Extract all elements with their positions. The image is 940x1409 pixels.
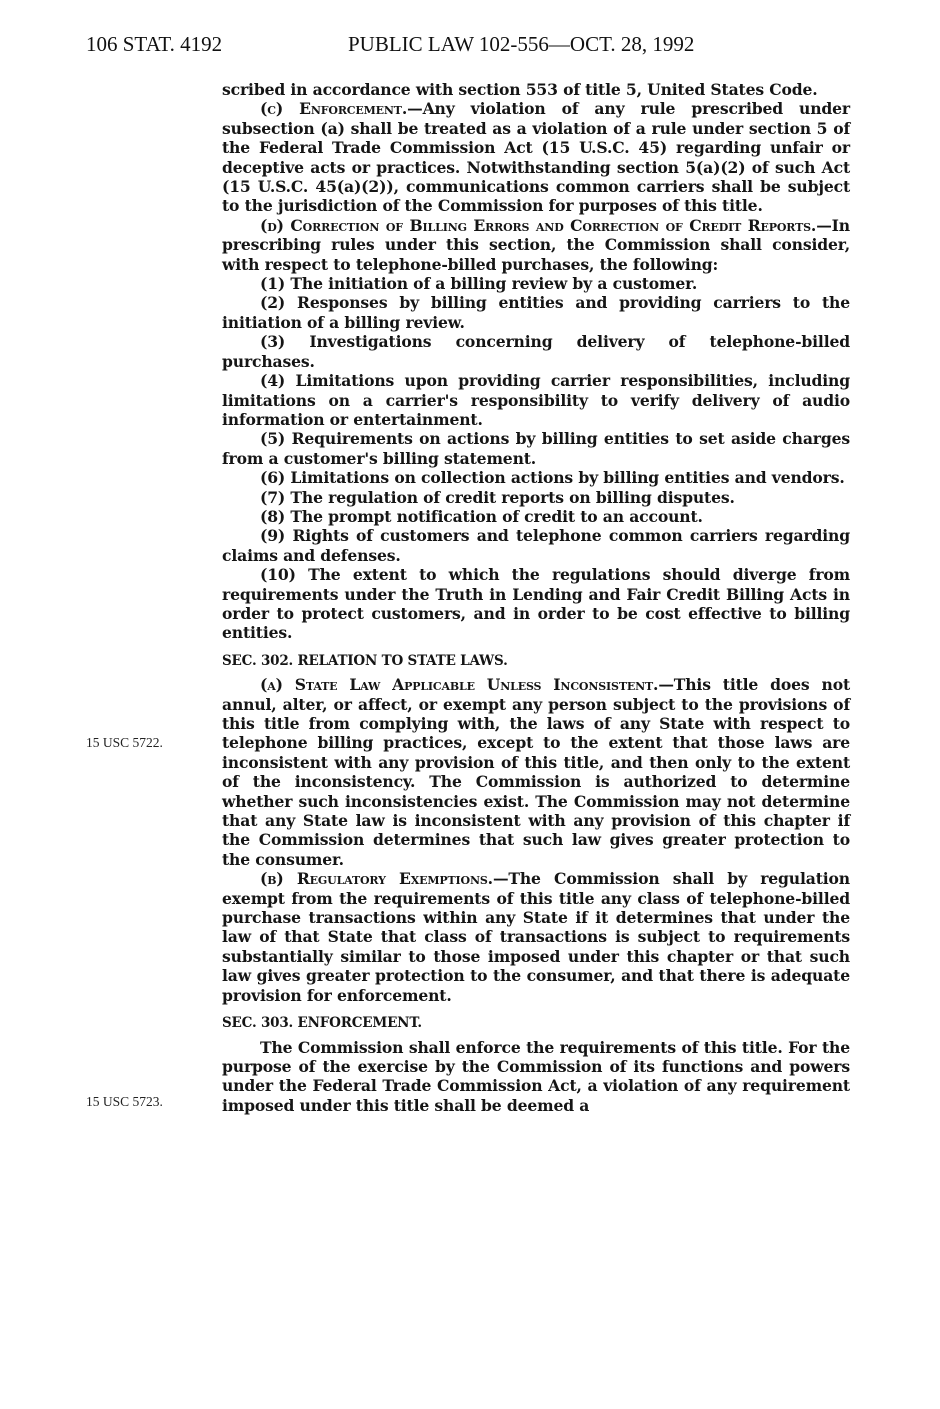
section-303-heading: SEC. 303. ENFORCEMENT. — [222, 1015, 422, 1032]
list-item: (6) Limitations on collection actions by billing entities and vendors. — [260, 468, 845, 488]
public-law-citation: PUBLIC LAW 102-556—OCT. 28, 1992 — [348, 32, 695, 56]
margin-note-sec302: 15 USC 5722. — [86, 735, 163, 750]
statute-body — [222, 80, 850, 1115]
subsection-302-a-text: —This title does not annul, alter, or affect, or exempt any person subject to the provisions of this title from complying with, the laws of any State with respect to telephone billing practices, except to the extent that those laws are inconsistent with any provision of this title, and then only to the extent of the inconsistency. The Commission is authorized to determine whether such inconsistencies exist. The Commission may not determine that any State law is inconsistent with any provision of this chapter if the Commission determines that such law gives greater protection to the consumer. — [222, 675, 850, 869]
subsection-302-a — [222, 675, 850, 869]
subsection-302-a-heading: (a) State Law Applicable Unless Inconsistent. — [260, 675, 659, 695]
list-item: (10) The extent to which the regulations should diverge from requirements under the Truth in Lending and Fair Credit Billing Acts in order to protect customers, and in order to be cost effective to billing entities. — [222, 565, 850, 643]
subsection-c-text: —Any violation of any rule prescribed under subsection (a) shall be treated as a violation of a rule under section 5 of the Federal Trade Commission Act (15 U.S.C. 45) regarding unfair or deceptive acts or practices. Notwithstanding section 5(a)(2) of such Act (15 U.S.C. 45(a)(2)), communications common carriers shall be subject to the jurisdiction of the Commission for purposes of this title. — [222, 99, 850, 216]
subsection-d-text: —In prescribing rules under this section, the Commission shall consider, with respect to telephone-billed purchases, the following: — [222, 215, 850, 274]
list-item: (2) Responses by billing entities and providing carriers to the initiation of a billing review. — [222, 293, 850, 332]
statute-page-number: 106 STAT. 4192 — [86, 32, 223, 56]
subsection-c — [222, 99, 850, 215]
list-item: (8) The prompt notification of credit to an account. — [260, 506, 703, 526]
continued-paragraph: scribed in accordance with section 553 of title 5, United States Code. — [222, 80, 818, 99]
margin-note-sec303: 15 USC 5723. — [86, 1094, 163, 1109]
list-item: (7) The regulation of credit reports on billing disputes. — [260, 487, 735, 507]
list-item: (3) Investigations concerning delivery of telephone-billed purchases. — [222, 332, 850, 371]
list-item: (4) Limitations upon providing carrier responsibilities, including limitations on a carrier's responsibility to verify delivery of audio information or entertainment. — [222, 371, 850, 429]
subsection-302-b-heading: (b) Regulatory Exemptions. — [260, 869, 493, 889]
list-item: (1) The initiation of a billing review by a customer. — [260, 274, 698, 294]
subsection-d — [222, 216, 850, 274]
subsection-302-b-text: —The Commission shall by regulation exempt from the requirements of this title any class of telephone-billed purchase transactions within any State if it determines that under the law of that State that class of transactions is subject to requirements substantially similar to those imposed under this chapter or that such law gives greater protection to the consumer, and that there is adequate provision for enforcement. — [222, 869, 850, 1005]
list-item: (9) Rights of customers and telephone common carriers regarding claims and defenses. — [222, 526, 850, 565]
section-303-text: The Commission shall enforce the requirements of this title. For the purpose of the exercise by the Commission of its functions and powers under the Federal Trade Commission Act, a violation of any requirement imposed under this title shall be deemed a — [222, 1037, 850, 1115]
subsection-d-heading: (d) Correction of Billing Errors and Correction of Credit Reports. — [260, 215, 817, 235]
page-header — [86, 32, 886, 62]
list-item: (5) Requirements on actions by billing entities to set aside charges from a customer's billing statement. — [222, 429, 850, 468]
subsection-c-heading: (c) Enforcement. — [260, 99, 408, 119]
subsection-302-b — [222, 869, 850, 1005]
section-302-heading: SEC. 302. RELATION TO STATE LAWS. — [222, 652, 508, 669]
